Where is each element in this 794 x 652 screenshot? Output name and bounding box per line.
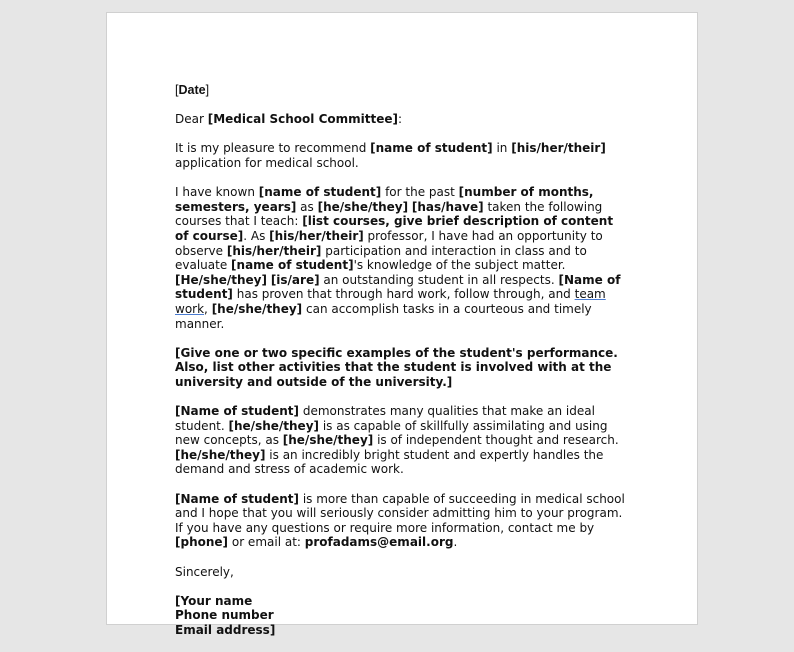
- paragraph-examples-text: [Give one or two specific examples of the student's performance. Also, list other activities that the student is involved with at the university and outside of the university.]: [175, 345, 618, 389]
- placeholder-text: [his/her/their]: [511, 141, 606, 156]
- body-text: can accomplish tasks in a courteous and timely manner.: [175, 301, 592, 331]
- letter-date: [175, 83, 630, 98]
- placeholder-text: [Name of student]: [175, 404, 300, 419]
- paragraph-intro: [175, 141, 630, 170]
- placeholder-text: [is/are]: [270, 272, 320, 287]
- greeting-colon: :: [398, 112, 403, 127]
- placeholder-text: [name of student]: [370, 141, 493, 156]
- placeholder-text: [name of student]: [231, 258, 354, 273]
- body-text: . As: [243, 228, 270, 243]
- greeting-salutation: Dear: [175, 112, 208, 127]
- body-text: as: [296, 199, 318, 214]
- signature-phone: Phone number: [175, 608, 274, 623]
- body-text: demonstrates many qualities that make an ideal student.: [175, 404, 595, 433]
- body-text: is of independent thought and research.: [373, 433, 619, 448]
- placeholder-text: [his/her/their]: [226, 243, 322, 258]
- placeholder-text: [number of months, semesters, years]: [175, 185, 594, 214]
- greeting-recipient: [Medical School Committee]: [207, 112, 398, 127]
- placeholder-text: profadams@email.org: [304, 535, 454, 550]
- placeholder-text: [has/have]: [411, 199, 484, 214]
- placeholder-text: [Name of student]: [175, 272, 621, 302]
- signature-name: [Your name: [175, 593, 253, 608]
- body-text: is an incredibly bright student and expertly handles the demand and stress of academic work.: [175, 447, 604, 477]
- signature-block: [175, 594, 630, 638]
- body-text: is as capable of skillfully assimilating and using new concepts, as: [175, 418, 608, 448]
- date-placeholder: Date: [178, 83, 206, 97]
- placeholder-text: [he/she/they]: [282, 433, 374, 448]
- paragraph-qualities: [175, 404, 630, 477]
- placeholder-text: [Name of student]: [175, 491, 300, 506]
- placeholder-text: [his/her/their]: [269, 228, 364, 243]
- date-bracket-close: ]: [205, 83, 210, 97]
- body-text: is more than capable of succeeding in medical school and I hope that you will seriously consider admitting him to your program. If you have any questions or require more information, contact me by: [175, 491, 625, 535]
- placeholder-text: [phone]: [175, 535, 229, 550]
- closing: Sincerely,: [175, 564, 234, 579]
- placeholder-text: [list courses, give brief description of content of course]: [175, 214, 614, 243]
- body-text: .: [453, 535, 458, 550]
- date-bracket-open: [: [175, 83, 179, 97]
- spellcheck-text: team work: [175, 287, 606, 316]
- body-text: ,: [204, 301, 212, 316]
- signature-email: Email address]: [175, 622, 276, 637]
- body-text: in: [492, 141, 512, 156]
- body-text: or email at:: [228, 535, 305, 550]
- body-text: participation and interaction in class and to evaluate: [175, 243, 587, 273]
- paragraph-conclusion: [175, 492, 630, 550]
- body-text: application for medical school.: [175, 155, 359, 170]
- body-text: professor, I have had an opportunity to observe: [175, 228, 603, 258]
- document-page: [106, 12, 698, 637]
- body-text: It is my pleasure to recommend: [175, 141, 371, 156]
- body-text: taken the following courses that I teach:: [175, 199, 603, 229]
- body-text: I have known: [175, 185, 259, 200]
- body-text: 's knowledge of the subject matter.: [353, 258, 566, 273]
- body-text: an outstanding student in all respects.: [319, 272, 559, 287]
- placeholder-text: [he/she/they]: [228, 418, 319, 433]
- greeting: [175, 112, 630, 127]
- placeholder-text: [He/she/they]: [175, 272, 267, 287]
- body-text: has proven that through hard work, follow through, and: [232, 287, 575, 302]
- body-text: for the past: [381, 185, 459, 200]
- placeholder-text: [name of student]: [258, 185, 382, 200]
- paragraph-examples: [175, 346, 630, 390]
- placeholder-text: [he/she/they]: [317, 199, 409, 214]
- placeholder-text: [he/she/they]: [175, 447, 266, 462]
- placeholder-text: [he/she/they]: [211, 301, 303, 316]
- letter-body: [175, 83, 630, 652]
- paragraph-relationship: [175, 185, 630, 331]
